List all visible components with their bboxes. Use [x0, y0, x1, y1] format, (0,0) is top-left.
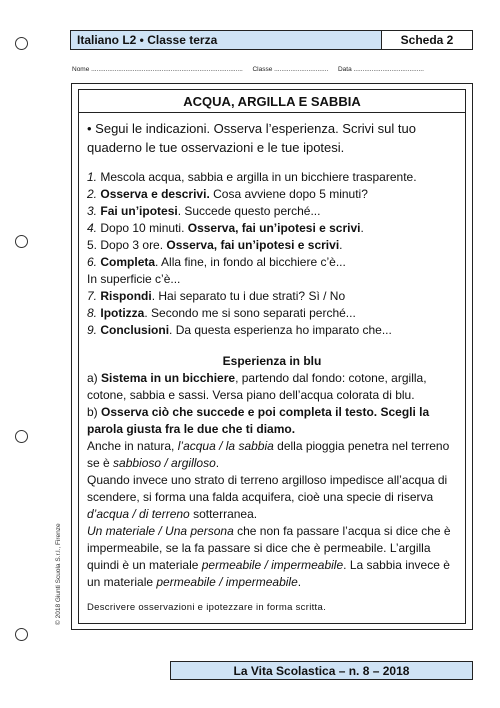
binder-hole: [15, 37, 28, 50]
step-item: 1. Mescola acqua, sabbia e argilla in un bicchiere trasparente.: [87, 170, 417, 184]
step-item: 2. Osserva e descrivi. Cosa avviene dopo 5 minuti?: [87, 187, 368, 201]
step-item: 9. Conclusioni. Da questa esperienza ho imparato che...: [87, 323, 392, 337]
step-item: 6. Completa. Alla fine, in fondo al bicchiere c’è...: [87, 255, 346, 269]
student-form: [72, 66, 472, 73]
step-item: 7. Rispondi. Hai separato tu i due strati? Sì / No: [87, 289, 346, 303]
instructions: • Segui le indicazioni. Osserva l’esperienza. Scrivi sul tuo quaderno le tue osservazioni e le tue ipotesi.: [87, 121, 416, 155]
section-title: Esperienza in blu: [222, 354, 322, 368]
header-bar: [70, 30, 473, 50]
date-field[interactable]: Data .......................................: [337, 66, 424, 73]
paragraph-1: Anche in natura, l’acqua / la sabbia della pioggia penetra nel terreno se è sabbioso / argilloso.: [87, 439, 450, 470]
name-field[interactable]: Nome ....................................................................................: [72, 66, 243, 73]
part-b: b) Osserva ciò che succede e poi completa il testo. Scegli la parola giusta fra le due che ti diamo.: [87, 405, 430, 436]
binder-hole: [15, 628, 28, 641]
worksheet-body: [78, 89, 466, 624]
subject-label: Italiano L2 • Classe terza: [77, 33, 218, 47]
experiment-section: [87, 353, 457, 591]
binder-hole: [15, 235, 28, 248]
binder-hole: [15, 430, 28, 443]
step-item: 5. Dopo 3 ore. Osserva, fai un’ipotesi e scrivi.: [87, 238, 343, 252]
step-item: 8. Ipotizza. Secondo me si sono separati perché...: [87, 306, 356, 320]
sheet-label: Scheda 2: [381, 31, 472, 49]
worksheet-title: ACQUA, ARGILLA E SABBIA: [79, 93, 465, 113]
copyright-text: © 2018 Giunti Scuola S.r.l., Firenze: [55, 523, 62, 625]
part-a: a) Sistema in un bicchiere, partendo dal fondo: cotone, argilla, cotone, sabbia e sassi. Versa piano dell’acqua colorata di blu.: [87, 371, 427, 402]
footer-bar: La Vita Scolastica – n. 8 – 2018: [170, 661, 473, 680]
objective-note: Descrivere osservazioni e ipotezzare in forma scritta.: [87, 602, 327, 613]
paragraph-2: Quando invece uno strato di terreno argilloso impedisce all’acqua di scendere, si forma una falda acquifera, cioè una specie di riserva d’acqua / di terreno sotterranea.: [87, 473, 448, 521]
paragraph-3: Un materiale / Una persona che non fa passare l’acqua si dice che è impermeabile, se la fa passare si dice che è permeabile. L’argilla quindi è un materiale permeabile / impermeabile. La sabbia invece è un materiale permeabile / impermeabile.: [87, 524, 451, 589]
step-item: 4. Dopo 10 minuti. Osserva, fai un’ipotesi e scrivi.: [87, 221, 364, 235]
steps-list: [87, 169, 457, 339]
step-item: 3. Fai un’ipotesi. Succede questo perché...: [87, 204, 321, 218]
step-item: In superficie c’è...: [87, 272, 181, 286]
class-field[interactable]: Classe ..............................: [252, 66, 329, 73]
